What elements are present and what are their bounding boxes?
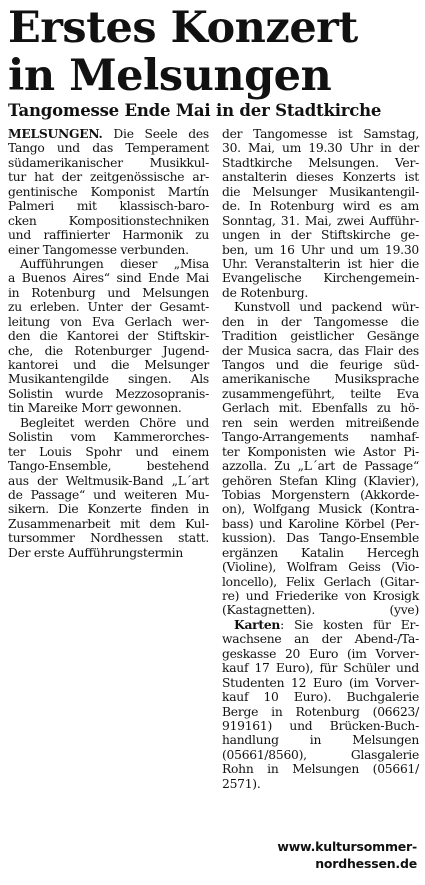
text-line: kussion). Das Tango-Ensemble <box>222 531 419 546</box>
text-line: einer Tangomesse verbunden. <box>8 242 189 257</box>
text-line: de Passage“ und weiteren Mu- <box>8 487 209 502</box>
web-link-line-2: nordhessen.de <box>315 856 417 871</box>
subheadline: Tangomesse Ende Mai in der Stadtkirche <box>8 101 382 120</box>
text-line: Tradition geistlicher Gesänge <box>222 329 419 344</box>
article-column-right <box>222 127 419 791</box>
text-line: Solistin vom Kammerorches- <box>8 430 209 445</box>
text-line: gehören Stefan Kling (Klavier), <box>222 473 419 488</box>
text-line: ter Louis Spohr und einem <box>8 444 209 459</box>
text-line: Evangelische Kirchengemein- <box>222 271 419 286</box>
text-line: zu erleben. Unter der Gesamt- <box>8 300 209 315</box>
text-line: cken Kompositionstechniken <box>8 213 209 228</box>
text-line: tur hat der zeitgenössische ar- <box>8 170 209 185</box>
text-line: tin Mareike Morr gewonnen. <box>8 401 182 416</box>
text-line: azzolla. Zu „L´art de Passage“ <box>222 459 419 474</box>
text-line: Begleitet werden Chöre und <box>20 415 209 430</box>
text-line: kauf 10 Euro). Buchgalerie <box>222 690 419 705</box>
text-line: a Buenos Aires“ sind Ende Mai <box>8 271 209 286</box>
text-line: ben, um 16 Uhr und um 19.30 <box>222 242 419 257</box>
text-line: anstalterin dieses Konzerts ist <box>222 170 419 185</box>
text-line: der Musica sacra, das Flair des <box>222 343 419 358</box>
text-line: (05661/8560), Glasgalerie <box>222 747 419 762</box>
text-line: (Violine), Wolfram Geiss (Vio- <box>222 560 419 575</box>
text-line: Uhr. Veranstalterin ist hier die <box>222 256 419 271</box>
text-line: Tangos und die feurige süd- <box>222 358 419 372</box>
text-line: che, die Rotenburger Jugend- <box>8 343 209 358</box>
text-line: Sonntag, 31. Mai, zwei Aufführ- <box>222 213 419 228</box>
text-line: und raffinierter Harmonik zu <box>8 228 209 243</box>
text-line: Stadtkirche Melsungen. Ver- <box>222 155 419 170</box>
text-line: ter Komponisten wie Astor Pi- <box>222 444 419 459</box>
text-line: handlung in Melsungen <box>222 733 419 748</box>
text-line: de. In Rotenburg wird es am <box>222 199 419 214</box>
text-line: Gerlach mit. Ebenfalls zu hö- <box>222 401 419 416</box>
text-line: die Melsunger Musikantengil- <box>222 184 419 199</box>
text-line: wachsene an der Abend-/Ta- <box>222 632 419 647</box>
headline <box>8 4 420 100</box>
text-line: in Rotenburg und Melsungen <box>8 285 209 300</box>
text-line: on), Wolfgang Musick (Kontra- <box>222 502 419 517</box>
text-line: Tango und das Temperament <box>8 141 209 156</box>
web-link-line-1: www.kultursommer- <box>277 839 417 854</box>
text-line: Musikantengilde singen. Als <box>8 372 209 387</box>
text-line: kauf 17 Euro), für Schüler und <box>222 661 419 676</box>
headline-line-1: Erstes Konzert <box>8 3 358 53</box>
text-line: ren sein werden mitreißende <box>222 415 419 430</box>
text-line: Aufführungen dieser „Misa <box>20 256 209 271</box>
text-line: aus der Weltmusik-Band „L´art <box>8 473 209 488</box>
text-line: den in der Tangomesse die <box>222 314 419 329</box>
text-line: ergänzen Katalin Hercegh <box>222 545 419 560</box>
text-line: 30. Mai, um 19.30 Uhr in der <box>222 141 419 156</box>
text-line: der Tangomesse ist Samstag, <box>222 127 419 141</box>
text-line: de Rotenburg. <box>222 285 309 300</box>
article-column-left <box>8 127 209 560</box>
text-line: tursommer Nordhessen statt. <box>8 531 209 546</box>
text-line: 919161) und Brücken-Buch- <box>222 718 419 733</box>
text-line: Tobias Morgenstern (Akkorde- <box>222 487 419 502</box>
text-line: Kunstvoll und packend wür- <box>234 300 419 315</box>
text-line: leitung von Eva Gerlach wer- <box>8 314 209 329</box>
text-line: amerikanische Musiksprache <box>222 372 419 387</box>
text-line: loncello), Felix Gerlach (Gitar- <box>222 574 419 589</box>
text-line: ungen in der Stiftskirche ge- <box>222 228 419 243</box>
headline-line-2: in Melsungen <box>8 51 332 101</box>
text-line: Berge in Rotenburg (06623/ <box>222 704 419 719</box>
text-line: Tango-Arrangements namhaf- <box>222 430 419 445</box>
text-line: kantorei und die Melsunger <box>8 358 209 372</box>
text-fragment: (Kastagnetten). <box>222 603 316 618</box>
text-line: gentinische Komponist Martín <box>8 184 209 199</box>
text-line: sikern. Die Konzerte finden in <box>8 502 209 517</box>
text-line: bass) und Karoline Körbel (Per- <box>222 516 419 531</box>
text-line: 2571). <box>222 776 261 791</box>
text-line: Palmeri mit klassisch-baro- <box>8 199 209 214</box>
text-line: Solistin wurde Mezzosopranis- <box>8 386 209 401</box>
text-line: Tango-Ensemble, bestehend <box>8 459 209 474</box>
text-line: Studenten 12 Euro (im Vorver- <box>222 675 419 690</box>
text-line: Rohn in Melsungen (05661/ <box>222 762 419 777</box>
web-link[interactable] <box>277 838 417 872</box>
text-line <box>222 603 419 617</box>
text-fragment: Die Seele des <box>102 127 209 141</box>
text-line: den die Kantorei der Stiftskir- <box>8 329 209 344</box>
text-line: geskasse 20 Euro (im Vorver- <box>222 646 419 661</box>
text-line: re) und Friederike von Krosigk <box>222 589 419 603</box>
dateline: MELSUNGEN. <box>8 126 103 141</box>
tickets-label: Karten <box>234 616 281 632</box>
text-fragment: : Sie kosten für Er- <box>280 617 419 632</box>
text-line: Der erste Aufführungstermin <box>8 545 184 560</box>
text-line: südamerikanischer Musikkul- <box>8 155 209 170</box>
author-initials: (yve) <box>389 603 419 618</box>
text-line: Zusammenarbeit mit dem Kul- <box>8 516 209 531</box>
text-line <box>222 618 419 632</box>
text-line <box>8 127 209 141</box>
text-line: zusammengeführt, teilte Eva <box>222 386 419 401</box>
